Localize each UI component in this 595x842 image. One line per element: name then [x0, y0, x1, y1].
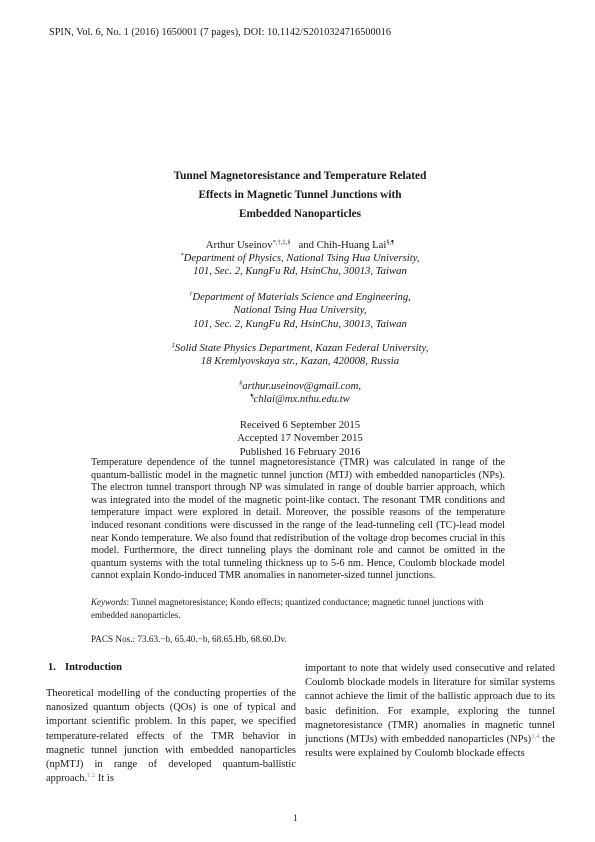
email-1-suffix: , — [358, 380, 362, 392]
affiliation-3-mark: ‡ — [171, 342, 175, 349]
author-1-marks: *,†,‡,§ — [272, 239, 291, 246]
section-title: Introduction — [65, 662, 122, 673]
email-block — [90, 380, 510, 407]
abstract: Temperature dependence of the tunnel magnetoresistance (TMR) was calculated in range of the quantum-ballistic model in the magnetic tunnel junction (MTJ) with embedded nanoparticles (NPs). The electron tunnel transport through NP was simulated in range of double barrier approach, which was integrated into the model of the magnetic point-like contact. The resonant TMR conditions and temperature impact were explored in detail. Moreover, the possible reasons of the temperature induced resonant conditions were discussed in the range of the lead-tunneling cell (TC)-lead model near Kondo temperature. We also found that redistribution of the voltage drop becomes crucial in this model. Furthermore, the direct tunneling plays the dominant role and cannot be omitted in the quantum systems with the total tunneling thickness up to 5-6 nm. Hence, Coulomb blockade model cannot explain Kondo-induced TMR anomalies in nanometer-sized tunnel junctions. — [91, 457, 505, 582]
citation-ref-1-2[interactable]: 1,2 — [87, 772, 96, 780]
affiliation-2-line-2: National Tsing Hua University, — [233, 304, 367, 317]
keywords-text: : Tunnel magnetoresistance; Kondo effects; quantized conductance; magnetic tunnel junctions with embedded nanoparticles. — [91, 597, 484, 620]
affiliation-1-mark: * — [180, 252, 184, 259]
paper-title — [120, 167, 480, 224]
keywords — [91, 596, 487, 621]
affiliation-1-line-2: 101, Sec. 2, KungFu Rd, HsinChu, 30013, Taiwan — [193, 265, 407, 278]
affiliation-1-line-1: Department of Physics, National Tsing Hua University, — [183, 252, 420, 264]
keywords-label: Keywords — [91, 597, 127, 607]
affiliation-3-line-1: Solid State Physics Department, Kazan Federal University, — [174, 342, 429, 354]
author-2-marks: §,¶ — [386, 239, 395, 246]
email-2-link[interactable]: chlai@mx.nthu.edu.tw — [253, 393, 350, 406]
body-column-left — [46, 687, 296, 786]
author-2-name: Chih-Huang Lai — [316, 239, 387, 251]
affiliation-3-line-2: 18 Kremlyovskaya str., Kazan, 420008, Russia — [200, 355, 400, 368]
section-heading — [48, 662, 122, 673]
left-paragraph-tail: It is — [95, 773, 114, 785]
date-received: Received 6 September 2015 — [239, 419, 361, 431]
email-1-mark: § — [238, 380, 243, 387]
affiliation-3 — [90, 342, 510, 369]
history-dates — [90, 419, 510, 459]
affiliation-2-line-1: Department of Materials Science and Engineering, — [192, 291, 411, 303]
pacs-numbers: PACS Nos.: 73.63.−b, 65.40.−b, 68.65.Hb, 68.60.Dv. — [91, 634, 287, 644]
date-published: Published 16 February 2016 — [239, 445, 361, 458]
author-list — [90, 239, 510, 252]
journal-header: SPIN, Vol. 6, No. 1 (2016) 1650001 (7 pages), DOI: 10.1142/S2010324716500016 — [49, 27, 392, 38]
citation-ref-3-4[interactable]: 3,4 — [531, 733, 540, 741]
section-number: 1. — [48, 662, 56, 673]
affiliation-2-line-3: 101, Sec. 2, KungFu Rd, HsinChu, 30013, Taiwan — [193, 317, 407, 330]
right-paragraph: important to note that widely used consecutive and related Coulomb blockade models in literature for similar systems cannot achieve the limit of the ballistic approach due to its basic definition. For example, exploring the tunnel magnetoresistance (TMR) anomalies in magnetic tunnel junctions (MTJs) with embedded nanoparticles (NPs) — [305, 663, 555, 746]
left-paragraph: Theoretical modelling of the conducting properties of the nanosized quantum objects (QOs) is one of typical and important scientific problem. In this paper, we specified temperature-related effects of the TMR behavior in magnetic tunnel junction with embedded nanoparticles (npMTJ) in range of developed quantum-ballistic approach. — [46, 688, 296, 785]
affiliation-1 — [90, 252, 510, 279]
author-connector: and — [298, 239, 314, 251]
right-paragraph-tail: the results were explained by Coulomb blockade effects — [305, 734, 555, 760]
body-column-right — [305, 662, 555, 761]
affiliation-2-mark: † — [189, 291, 193, 298]
title-line-2: Effects in Magnetic Tunnel Junctions with — [198, 189, 402, 201]
page-number: 1 — [293, 814, 298, 824]
author-1-name: Arthur Useinov — [205, 239, 273, 251]
email-1-link[interactable]: arthur.useinov@gmail.com — [242, 380, 359, 392]
title-line-3: Embedded Nanoparticles — [238, 208, 362, 220]
title-line-1: Tunnel Magnetoresistance and Temperature Related — [173, 170, 427, 182]
affiliation-2 — [90, 291, 510, 331]
date-accepted: Accepted 17 November 2015 — [237, 432, 363, 445]
email-2-mark: ¶ — [250, 393, 254, 401]
